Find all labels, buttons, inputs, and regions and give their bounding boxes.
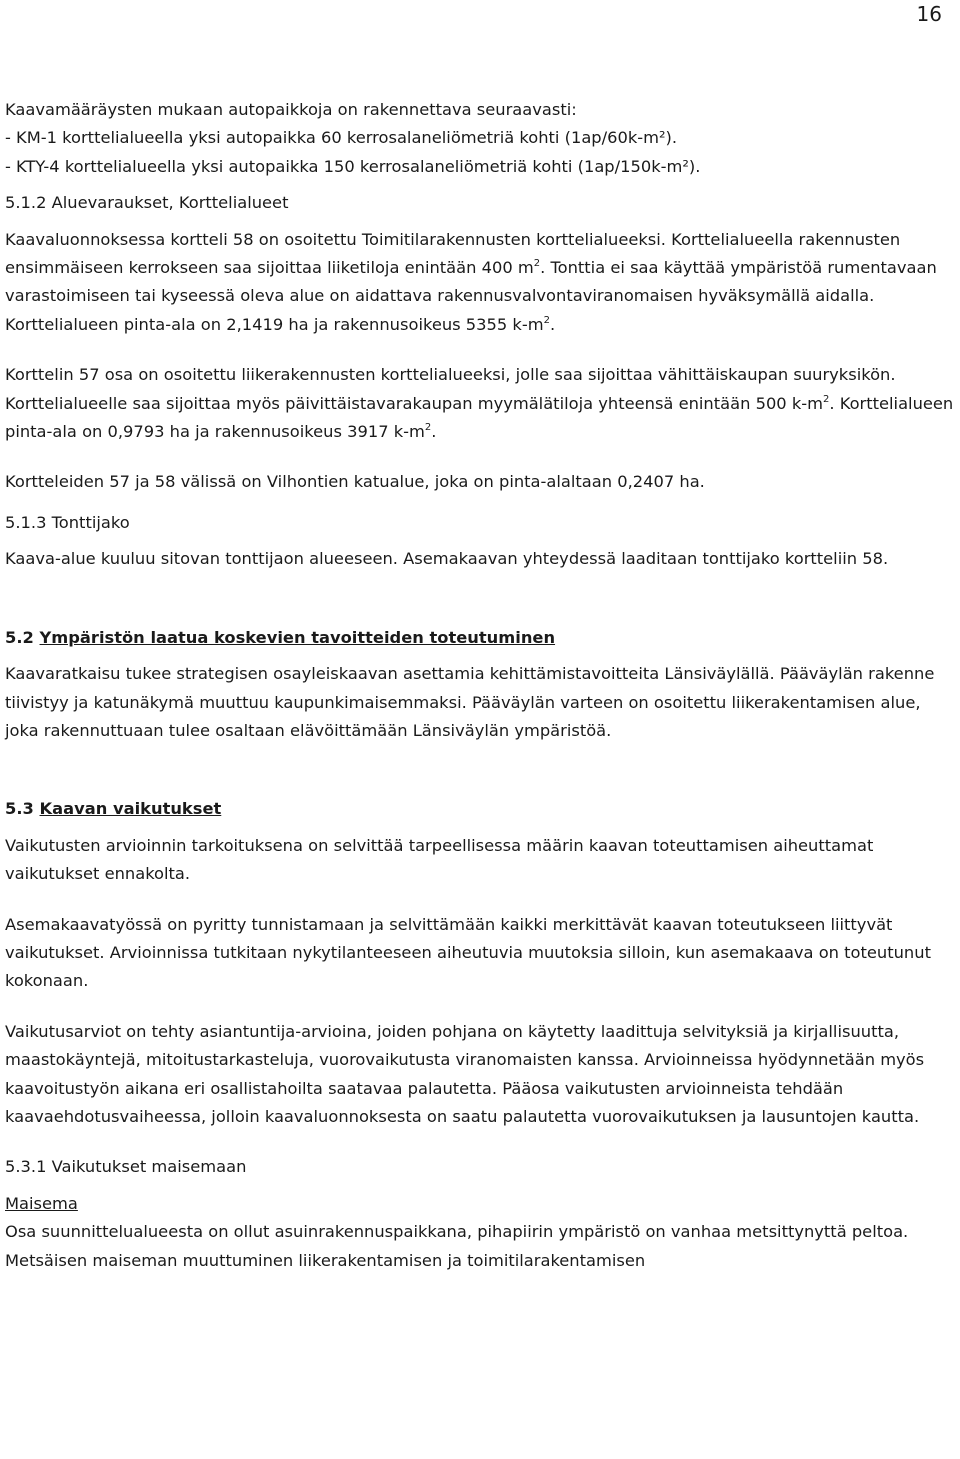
section-5-1-2-paragraph-2: [5, 361, 955, 446]
section-5-1-3-paragraph-1: Kaava-alue kuuluu sitovan tonttijaon alueeseen. Asemakaavan yhteydessä laaditaan tonttijako kortteliin 58.: [5, 549, 889, 569]
section-5-3-1-heading: 5.3.1 Vaikutukset maisemaan: [5, 1157, 247, 1177]
section-title: Kaavan vaikutukset: [39, 799, 222, 819]
document-body: [5, 96, 955, 1275]
superscript: 2: [424, 422, 432, 434]
parking-item-km1: - KM-1 korttelialueella yksi autopaikka 60 kerrosalaneliömetriä kohti (1ap/60k-m²).: [5, 128, 678, 148]
section-5-2-heading: [5, 624, 955, 652]
section-5-2-paragraph-1: Kaavaratkaisu tukee strategisen osayleiskaavan asettamia kehittämistavoitteita Länsiväylällä. Pääväylän rakenne tiivistyy ja katunäkymä muuttuu kaupunkimaisemmaksi. Pääväylän varteen on osoitettu liikerakentamisen alue, joka rakennuttuaan tulee osaltaan elävöittämään Länsiväylän ympäristöä.: [5, 664, 935, 740]
section-5-1-2-heading: 5.1.2 Aluevaraukset, Korttelialueet: [5, 193, 289, 213]
parking-item-kty4: - KTY-4 korttelialueella yksi autopaikka 150 kerrosalaneliömetriä kohti (1ap/150k-m²).: [5, 156, 701, 176]
paragraph-text: Korttelin 57 osa on osoitettu liikerakennusten korttelialueeksi, jolle saa sijoittaa vähittäiskaupan suuryksikön. Korttelialueelle saa sijoittaa myös päivittäistavarakaupan myymälätiloja yhteensä enintään 500 k-m: [5, 365, 896, 413]
section-title: Ympäristön laatua koskevien tavoitteiden toteutuminen: [39, 627, 556, 647]
section-5-3-paragraph-1: Vaikutusten arvioinnin tarkoituksena on selvittää tarpeellisessa määrin kaavan toteuttamisen aiheuttamat vaikutukset ennakolta.: [5, 835, 874, 884]
page-number: 16: [916, 2, 942, 26]
parking-intro: Kaavamääräysten mukaan autopaikkoja on rakennettava seuraavasti:: [5, 100, 577, 119]
section-number: 5.2: [5, 627, 40, 647]
paragraph-text: .: [549, 314, 556, 334]
superscript: 2: [533, 258, 541, 270]
superscript: 2: [543, 314, 550, 326]
paragraph-text: . Korttelialueen pinta-ala on 0,9793 ha ja rakennusoikeus 3917 k-m: [5, 393, 954, 442]
section-5-3-1-paragraph-1: Osa suunnittelualueesta on ollut asuinrakennuspaikkana, pihapiirin ympäristö on vanhaa metsittynyttä peltoa. Metsäisen maiseman muuttuminen liikerakentamisen ja toimitilarakentamisen: [5, 1222, 909, 1270]
paragraph-text: .: [431, 422, 437, 442]
paragraph-text: Kaavaluonnoksessa kortteli 58 on osoitettu Toimitilarakennusten korttelialueeksi. Korttelialueella rakennusten ensimmäiseen kerrokseen saa sijoittaa liiketiloja enintään 400 m: [5, 229, 901, 278]
superscript: 2: [823, 393, 830, 405]
section-5-1-2-paragraph-1: [5, 226, 955, 340]
section-5-3-paragraph-2: Asemakaavatyössä on pyritty tunnistamaan ja selvittämään kaikki merkittävät kaavan toteutukseen liittyvät vaikutukset. Arvioinnissa tutkitaan nykytilanteeseen aiheutuvia muutoksia silloin, kun asemakaava on toteutunut kokonaan.: [5, 914, 931, 991]
paragraph-text: . Tonttia ei saa käyttää ympäristöä rumentavaan varastoimiseen tai kyseessä oleva alue on aidattava rakennusvalvontaviranomaisen hyväksymällä aidalla. Korttelialueen pinta-ala on 2,1419 ha ja rakennusoikeus 5355 k-m: [5, 258, 937, 334]
section-5-3-1-subheading: Maisema: [5, 1193, 78, 1213]
section-5-3-heading: [5, 795, 955, 823]
section-5-1-2-paragraph-3: Kortteleiden 57 ja 58 välissä on Vilhontien katualue, joka on pinta-alaltaan 0,2407 ha.: [5, 472, 705, 492]
section-5-1-3-heading: 5.1.3 Tonttijako: [5, 512, 130, 532]
section-5-3-paragraph-3: Vaikutusarviot on tehty asiantuntija-arvioina, joiden pohjana on käytetty laadittuja selvityksiä ja kirjallisuutta, maastokäyntejä, mitoitustarkasteluja, vuorovaikutusta viranomaisten kanssa. Arvioinneissa hyödynnetään myös kaavoitustyön aikana eri osallistahoilta saatavaa palautetta. Pääosa vaikutusten arvioinneista tehdään kaavaehdotusvaiheessa, jolloin kaavaluonnoksesta on saatu palautetta vuorovaikutuksen ja lausuntojen kautta.: [5, 1021, 925, 1126]
section-number: 5.3: [5, 799, 40, 819]
